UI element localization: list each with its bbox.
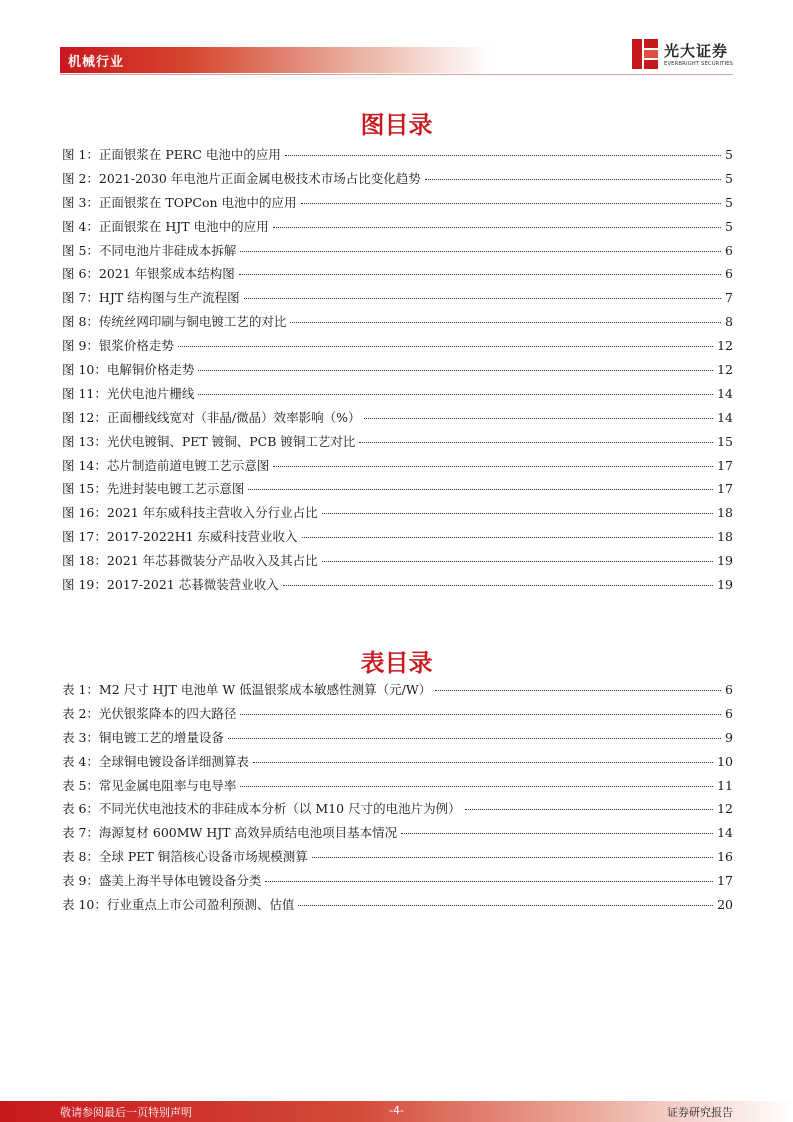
entry-page-number: 19 xyxy=(717,553,733,569)
logo-chinese-name: 光大证券 xyxy=(664,42,729,60)
entry-page-number: 6 xyxy=(725,242,733,258)
entry-label: 图 7：HJT 结构图与生产流程图 xyxy=(62,290,240,306)
dot-leader xyxy=(283,585,713,586)
table-index-entry[interactable] xyxy=(62,797,733,821)
sector-banner xyxy=(60,47,490,73)
entry-page-number: 20 xyxy=(717,897,733,913)
entry-label: 图 9：银浆价格走势 xyxy=(62,338,174,354)
dot-leader xyxy=(301,203,722,204)
table-index-entry[interactable] xyxy=(62,702,733,726)
entry-page-number: 6 xyxy=(725,682,733,697)
dot-leader xyxy=(178,346,713,347)
dot-leader xyxy=(240,714,721,715)
table-index-entry[interactable] xyxy=(62,774,733,798)
entry-page-number: 17 xyxy=(717,481,733,497)
entry-label: 图 15：先进封装电镀工艺示意图 xyxy=(62,481,245,497)
entry-page-number: 9 xyxy=(725,729,733,745)
entry-label: 图 2：2021-2030 年电池片正面金属电极技术市场占比变化趋势 xyxy=(62,170,421,186)
sector-label: 机械行业 xyxy=(68,55,125,70)
entry-page-number: 15 xyxy=(717,433,733,449)
entry-label: 图 1：正面银浆在 PERC 电池中的应用 xyxy=(62,147,281,162)
entry-label: 图 13：光伏电镀铜、PET 镀铜、PCB 镀铜工艺对比 xyxy=(62,433,356,449)
page-number: -4- xyxy=(389,1104,404,1117)
entry-page-number: 19 xyxy=(717,577,733,593)
figure-index-entry[interactable] xyxy=(62,382,733,406)
table-index-title: 表目录 xyxy=(360,649,433,677)
figure-index-entry[interactable] xyxy=(62,406,733,430)
dot-leader xyxy=(401,833,713,834)
entry-label: 表 5：常见金属电阻率与电导率 xyxy=(62,777,237,793)
dot-leader xyxy=(322,513,713,514)
table-index-entry[interactable] xyxy=(62,750,733,774)
dot-leader xyxy=(253,762,713,763)
entry-page-number: 14 xyxy=(717,825,733,841)
dot-leader xyxy=(298,905,713,906)
figure-index-entry[interactable] xyxy=(62,310,733,334)
entry-label: 表 1：M2 尺寸 HJT 电池单 W 低温银浆成本敏感性测算（元/W） xyxy=(62,682,432,697)
table-index-entry[interactable] xyxy=(62,678,733,702)
entry-label: 表 10：行业重点上市公司盈利预测、估值 xyxy=(62,897,295,913)
entry-label: 图 19：2017-2021 芯碁微装营业收入 xyxy=(62,577,279,593)
entry-page-number: 5 xyxy=(725,194,733,210)
figure-index-entry[interactable] xyxy=(62,477,733,501)
entry-label: 图 8：传统丝网印刷与铜电镀工艺的对比 xyxy=(62,314,287,330)
dot-leader xyxy=(322,561,713,562)
figure-index-entry[interactable] xyxy=(62,215,733,239)
table-index-entry[interactable] xyxy=(62,726,733,750)
figure-index-entry[interactable] xyxy=(62,239,733,263)
table-index-entry[interactable] xyxy=(62,893,733,917)
dot-leader xyxy=(248,489,713,490)
table-index-list xyxy=(62,678,733,917)
dot-leader xyxy=(312,857,713,858)
entry-label: 图 6：2021 年银浆成本结构图 xyxy=(62,266,235,282)
dot-leader xyxy=(285,155,721,156)
dot-leader xyxy=(302,537,714,538)
figure-index-entry[interactable] xyxy=(62,143,733,167)
entry-page-number: 11 xyxy=(717,777,733,793)
figure-index-entry[interactable] xyxy=(62,525,733,549)
figure-index-entry[interactable] xyxy=(62,358,733,382)
report-type: 证券研究报告 xyxy=(667,1106,733,1119)
dot-leader xyxy=(435,690,721,691)
disclaimer-note: 敬请参阅最后一页特别声明 xyxy=(60,1106,192,1119)
entry-page-number: 5 xyxy=(725,218,733,234)
entry-page-number: 6 xyxy=(725,266,733,282)
table-index-entry[interactable] xyxy=(62,869,733,893)
page-footer xyxy=(0,1101,793,1122)
entry-page-number: 14 xyxy=(717,409,733,425)
dot-leader xyxy=(465,809,714,810)
entry-page-number: 17 xyxy=(717,873,733,889)
entry-label: 图 16：2021 年东威科技主营收入分行业占比 xyxy=(62,505,318,521)
dot-leader xyxy=(228,738,721,739)
entry-label: 图 17：2017-2022H1 东威科技营业收入 xyxy=(62,529,298,545)
company-logo xyxy=(630,38,740,74)
entry-label: 表 8：全球 PET 铜箔核心设备市场规模测算 xyxy=(62,849,308,865)
figure-index-entry[interactable] xyxy=(62,454,733,478)
figure-index-entry[interactable] xyxy=(62,262,733,286)
entry-page-number: 12 xyxy=(717,801,733,817)
entry-page-number: 10 xyxy=(717,753,733,769)
dot-leader xyxy=(240,251,721,252)
everbright-logo-icon xyxy=(630,38,660,70)
figure-index-entry[interactable] xyxy=(62,334,733,358)
entry-label: 图 18：2021 年芯碁微装分产品收入及其占比 xyxy=(62,553,318,569)
dot-leader xyxy=(364,418,713,419)
entry-label: 图 14：芯片制造前道电镀工艺示意图 xyxy=(62,457,270,473)
entry-label: 表 9：盛美上海半导体电镀设备分类 xyxy=(62,873,262,889)
page-header xyxy=(0,0,793,76)
entry-label: 图 10：电解铜价格走势 xyxy=(62,362,195,378)
entry-page-number: 12 xyxy=(717,338,733,354)
entry-page-number: 16 xyxy=(717,849,733,865)
logo-english-name: EVERBRIGHT SECURITIES xyxy=(664,61,734,67)
dot-leader xyxy=(244,298,721,299)
figure-index-entry[interactable] xyxy=(62,191,733,215)
header-divider xyxy=(60,74,733,75)
entry-page-number: 14 xyxy=(717,385,733,401)
table-index-entry[interactable] xyxy=(62,821,733,845)
entry-label: 图 4：正面银浆在 HJT 电池中的应用 xyxy=(62,218,269,234)
entry-page-number: 7 xyxy=(725,290,733,306)
figure-index-entry[interactable] xyxy=(62,501,733,525)
dot-leader xyxy=(198,394,713,395)
dot-leader xyxy=(273,466,713,467)
entry-page-number: 17 xyxy=(717,457,733,473)
entry-label: 表 3：铜电镀工艺的增量设备 xyxy=(62,729,224,745)
entry-label: 图 3：正面银浆在 TOPCon 电池中的应用 xyxy=(62,194,297,210)
entry-page-number: 18 xyxy=(717,505,733,521)
dot-leader xyxy=(273,227,721,228)
dot-leader xyxy=(425,179,721,180)
dot-leader xyxy=(290,322,721,323)
entry-page-number: 8 xyxy=(725,314,733,330)
figure-index-entry[interactable] xyxy=(62,167,733,191)
entry-label: 图 12：正面栅线线宽对（非晶/微晶）效率影响（%） xyxy=(62,409,361,425)
entry-label: 图 11：光伏电池片栅线 xyxy=(62,385,195,401)
figure-index-entry[interactable] xyxy=(62,573,733,597)
dot-leader xyxy=(265,881,713,882)
entry-label: 表 2：光伏银浆降本的四大路径 xyxy=(62,705,237,721)
entry-label: 图 5：不同电池片非硅成本拆解 xyxy=(62,242,237,258)
entry-page-number: 5 xyxy=(725,170,733,186)
dot-leader xyxy=(239,274,721,275)
entry-label: 表 6：不同光伏电池技术的非硅成本分析（以 M10 尺寸的电池片为例） xyxy=(62,801,461,817)
entry-label: 表 7：海源复材 600MW HJT 高效异质结电池项目基本情况 xyxy=(62,825,398,841)
figure-index-entry[interactable] xyxy=(62,286,733,310)
figure-index-list xyxy=(62,143,733,597)
entry-page-number: 12 xyxy=(717,362,733,378)
dot-leader xyxy=(359,442,713,443)
dot-leader xyxy=(198,370,713,371)
entry-label: 表 4：全球铜电镀设备详细测算表 xyxy=(62,753,249,769)
entry-page-number: 5 xyxy=(725,147,733,162)
entry-page-number: 6 xyxy=(725,705,733,721)
table-index-entry[interactable] xyxy=(62,845,733,869)
figure-index-title: 图目录 xyxy=(360,111,433,139)
dot-leader xyxy=(240,786,713,787)
entry-page-number: 18 xyxy=(717,529,733,545)
figure-index-entry[interactable] xyxy=(62,430,733,454)
figure-index-entry[interactable] xyxy=(62,549,733,573)
